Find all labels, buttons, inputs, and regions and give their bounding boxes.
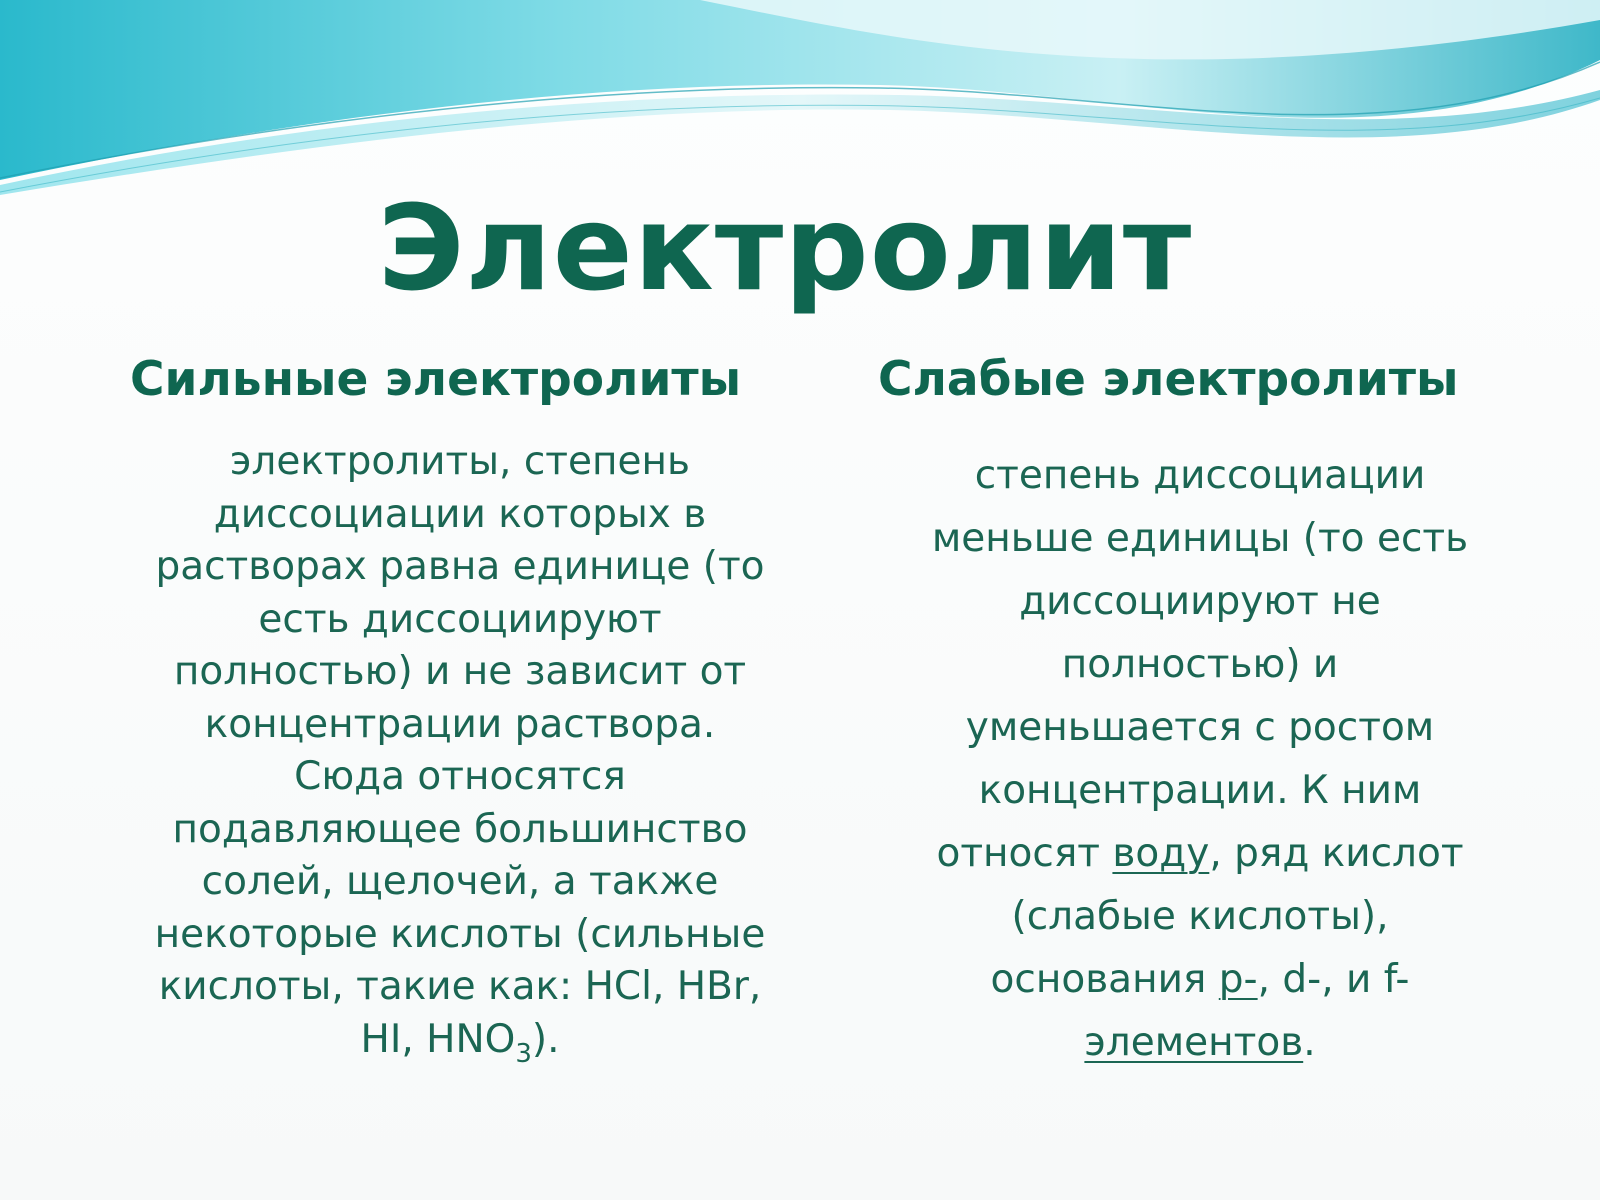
formula-subscript: 3	[515, 1038, 532, 1069]
text-line: полностью) и не зависит от	[173, 649, 747, 694]
text-line: некоторые кислоты (сильные	[154, 911, 766, 957]
slide-title: Электролит	[377, 179, 1193, 317]
text-line-formula	[120, 1014, 800, 1067]
text-line: кислоты, такие как: HCl, HBr,	[158, 964, 762, 1009]
text-line: полностью) и	[1061, 642, 1339, 687]
formula-text: HI, HNO	[360, 1016, 516, 1062]
weak-electrolytes-definition	[870, 444, 1530, 1074]
text-line: концентрации раствора.	[204, 701, 716, 747]
text-line: солей, щелочей, а также	[201, 859, 719, 904]
strong-electrolytes-heading: Сильные электролиты	[130, 352, 742, 407]
text-line: подавляющее большинство	[172, 806, 748, 852]
text-line: есть диссоциируют	[258, 596, 662, 642]
text-line	[870, 1011, 1530, 1074]
text-line: меньше единицы (то есть	[931, 516, 1469, 561]
text-fragment: , ряд кислот	[1209, 831, 1464, 876]
text-line: Сюда относятся	[294, 754, 626, 799]
text-line: диссоциируют не	[1019, 579, 1381, 624]
text-line: растворах равна единице (то	[155, 544, 765, 589]
text-line: концентрации. К ним	[978, 768, 1422, 813]
p-elements-link[interactable]: p-	[1218, 957, 1258, 1002]
text-fragment: основания	[990, 957, 1219, 1002]
text-fragment: относят	[936, 831, 1113, 876]
formula-text-end: ).	[531, 1016, 560, 1062]
weak-electrolytes-heading: Слабые электролиты	[878, 352, 1459, 407]
text-line	[870, 822, 1530, 885]
text-line: электролиты, степень	[230, 439, 690, 484]
text-line: диссоциации которых в	[213, 491, 707, 537]
elements-link[interactable]: элементов	[1084, 1020, 1304, 1065]
water-link[interactable]: воду	[1112, 831, 1210, 876]
strong-electrolytes-definition	[120, 436, 800, 1069]
text-fragment: , d-, и f-	[1257, 957, 1410, 1002]
text-line	[870, 948, 1530, 1011]
text-fragment: .	[1303, 1020, 1316, 1065]
text-line: (слабые кислоты),	[1011, 894, 1389, 939]
text-line: уменьшается с ростом	[965, 705, 1435, 750]
decorative-wave-header	[0, 0, 1600, 200]
text-line: степень диссоциации	[974, 453, 1426, 498]
